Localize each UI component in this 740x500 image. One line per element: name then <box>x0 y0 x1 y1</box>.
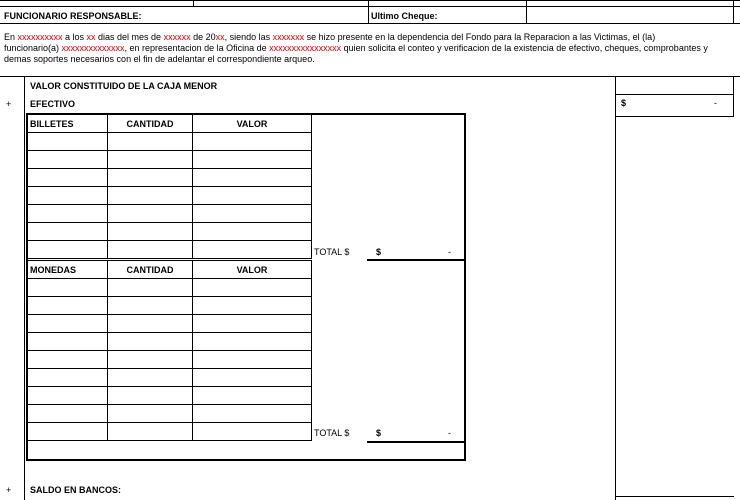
monedas-table <box>27 260 312 441</box>
section-title: VALOR CONSTITUIDO DE LA CAJA MENOR <box>30 81 218 91</box>
table-row <box>28 133 312 151</box>
value-box-right-line <box>733 77 734 117</box>
cell[interactable] <box>193 223 312 241</box>
grid-line <box>733 0 734 24</box>
table-row <box>28 241 312 259</box>
cell[interactable] <box>108 241 193 259</box>
table-row <box>28 333 312 351</box>
cell[interactable] <box>193 333 312 351</box>
table-row <box>28 169 312 187</box>
value-box-line <box>615 116 734 117</box>
grid-line <box>193 0 194 6</box>
cell[interactable] <box>193 241 312 259</box>
section-left-line <box>24 77 25 500</box>
efectivo-value-amount: - <box>714 98 717 108</box>
cell[interactable] <box>108 423 193 441</box>
cell[interactable] <box>28 151 108 169</box>
billetes-header: BILLETES <box>28 115 108 133</box>
cell[interactable] <box>108 351 193 369</box>
cell[interactable] <box>108 297 193 315</box>
cell[interactable] <box>28 351 108 369</box>
cell[interactable] <box>193 405 312 423</box>
billetes-total-amount: - <box>448 247 451 257</box>
cell[interactable] <box>108 169 193 187</box>
cell[interactable] <box>28 169 108 187</box>
cell[interactable] <box>28 315 108 333</box>
cell[interactable] <box>108 151 193 169</box>
monedas-total-currency: $ <box>376 428 382 438</box>
table-row <box>28 187 312 205</box>
cell[interactable] <box>193 187 312 205</box>
cell[interactable] <box>193 133 312 151</box>
section-top-line <box>0 76 740 77</box>
cell[interactable] <box>193 351 312 369</box>
cell[interactable] <box>193 151 312 169</box>
monedas-total-label: TOTAL $ <box>314 428 350 438</box>
table-row <box>28 279 312 297</box>
header-row-bottom-line <box>0 23 740 24</box>
cell[interactable] <box>28 223 108 241</box>
cell[interactable] <box>28 369 108 387</box>
cell[interactable] <box>108 387 193 405</box>
table-row <box>28 205 312 223</box>
valor-header: VALOR <box>193 261 312 279</box>
cell[interactable] <box>108 369 193 387</box>
cell[interactable] <box>28 333 108 351</box>
section-right-line <box>615 77 616 500</box>
billetes-total-underline <box>367 259 464 261</box>
table-row <box>28 423 312 441</box>
paragraph-line-2: funcionario(a) xxxxxxxxxxxxxx, en representacion de la Oficina de xxxxxxxxxxxxxxxx quien solicita el conteo y verificacion de la existencia de efectivo, cheques, comprobantes y <box>4 43 708 53</box>
table-row <box>28 151 312 169</box>
cell[interactable] <box>28 387 108 405</box>
paragraph-line-3: demas soportes necesarios con el fin de adelantar el correspondiente arqueo. <box>4 54 315 64</box>
cell[interactable] <box>108 205 193 223</box>
cell[interactable] <box>28 405 108 423</box>
paragraph-line-1: En xxxxxxxxxx a los xx dias del mes de xxxxxx de 20xx, siendo las xxxxxxx se hizo presente en la dependencia del Fondo para la Reparacion a las Victimas, el (la) <box>4 32 656 42</box>
table-row <box>28 369 312 387</box>
cell[interactable] <box>28 241 108 259</box>
saldo-bancos-label: SALDO EN BANCOS: <box>30 485 122 495</box>
plus-sign: + <box>6 485 12 495</box>
header-row-top-line <box>0 6 740 7</box>
table-row <box>28 297 312 315</box>
valor-header: VALOR <box>193 115 312 133</box>
efectivo-value-currency: $ <box>621 98 627 108</box>
cell[interactable] <box>28 205 108 223</box>
cell[interactable] <box>193 369 312 387</box>
cantidad-header: CANTIDAD <box>108 115 193 133</box>
billetes-header-row <box>28 115 312 133</box>
cell[interactable] <box>108 223 193 241</box>
table-row <box>28 223 312 241</box>
cell[interactable] <box>108 315 193 333</box>
bottom-line <box>615 496 734 497</box>
funcionario-responsable-label: FUNCIONARIO RESPONSABLE: <box>4 11 142 21</box>
cell[interactable] <box>28 423 108 441</box>
cell[interactable] <box>108 405 193 423</box>
table-row <box>28 405 312 423</box>
cell[interactable] <box>193 205 312 223</box>
top-border <box>0 0 740 1</box>
cell[interactable] <box>193 279 312 297</box>
cell[interactable] <box>108 279 193 297</box>
cell[interactable] <box>108 133 193 151</box>
ultimo-cheque-label: Ultimo Cheque: <box>371 11 438 21</box>
billetes-total-currency: $ <box>376 247 382 257</box>
intro-paragraph <box>4 32 738 65</box>
efectivo-label: EFECTIVO <box>30 99 76 109</box>
cell[interactable] <box>28 279 108 297</box>
monedas-header-row <box>28 261 312 279</box>
monedas-header: MONEDAS <box>28 261 108 279</box>
cell[interactable] <box>193 387 312 405</box>
monedas-total-underline <box>367 441 464 443</box>
cell[interactable] <box>108 333 193 351</box>
plus-sign: + <box>6 99 12 109</box>
cantidad-header: CANTIDAD <box>108 261 193 279</box>
monedas-total-amount: - <box>448 428 451 438</box>
table-row <box>28 387 312 405</box>
cell[interactable] <box>193 423 312 441</box>
grid-line <box>526 0 527 24</box>
cell[interactable] <box>28 133 108 151</box>
cell[interactable] <box>28 187 108 205</box>
cell[interactable] <box>193 315 312 333</box>
billetes-table <box>27 114 312 259</box>
table-row <box>28 315 312 333</box>
cell[interactable] <box>193 169 312 187</box>
cell[interactable] <box>108 187 193 205</box>
grid-line <box>368 0 369 24</box>
cell[interactable] <box>28 297 108 315</box>
value-box-line <box>615 94 734 95</box>
cell[interactable] <box>193 297 312 315</box>
billetes-total-label: TOTAL $ <box>314 247 350 257</box>
table-row <box>28 351 312 369</box>
